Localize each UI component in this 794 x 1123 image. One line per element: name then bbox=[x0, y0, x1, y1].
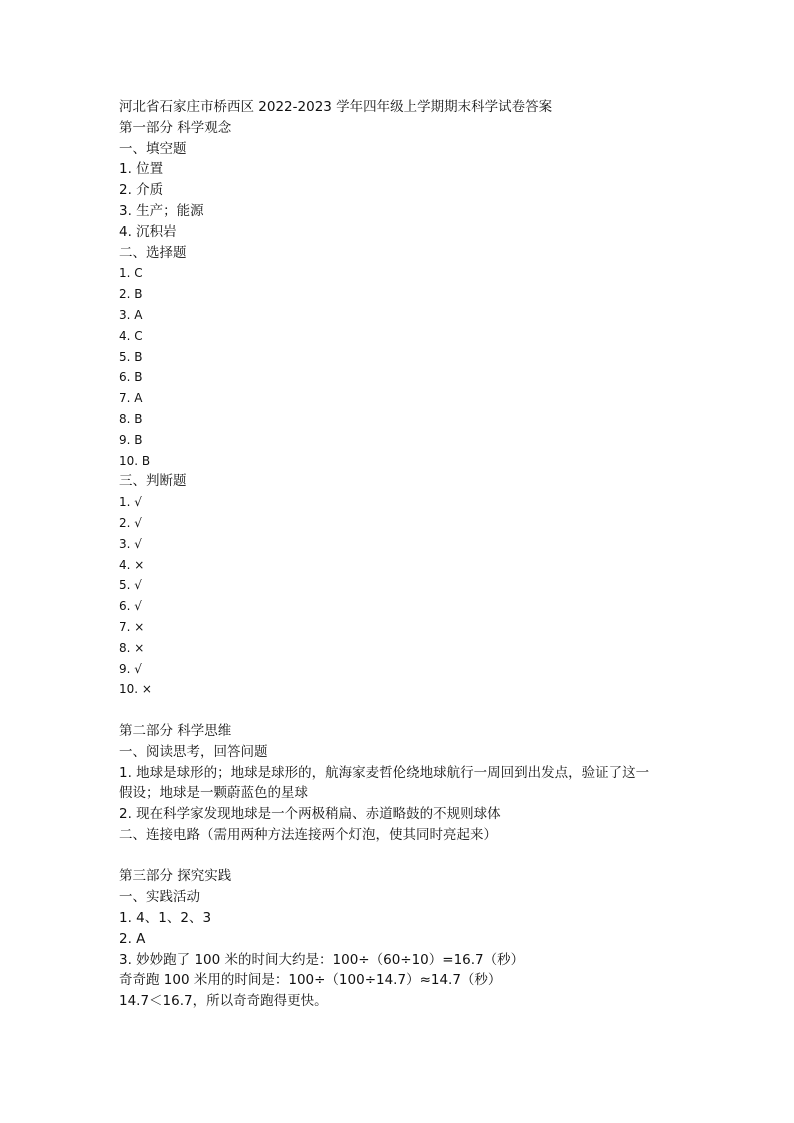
choice-answer: 6. B bbox=[119, 370, 143, 385]
fill-blank-heading: 一、填空题 bbox=[119, 140, 187, 157]
choice-answer: 2. B bbox=[119, 287, 143, 302]
choice-heading: 二、选择题 bbox=[119, 244, 187, 261]
fill-blank-answer: 2. 介质 bbox=[119, 182, 164, 199]
choice-answer: 3. A bbox=[119, 307, 143, 322]
reading-answer: 1. 地球是球形的；地球是球形的，航海家麦哲伦绕地球航行一周回到出发点，验证了这一 bbox=[119, 764, 650, 781]
activity-answer: 2. A bbox=[119, 930, 146, 947]
document-title: 河北省石家庄市桥西区 2022-2023 学年四年级上学期期末科学试卷答案 bbox=[119, 99, 553, 115]
choice-answer: 8. B bbox=[119, 411, 143, 426]
fill-blank-answer: 3. 生产；能源 bbox=[119, 202, 204, 219]
choice-answer: 10. B bbox=[119, 453, 151, 468]
judge-answer: 9. √ bbox=[119, 661, 142, 676]
judge-answer: 6. √ bbox=[119, 599, 142, 614]
choice-answer: 4. C bbox=[119, 328, 143, 343]
activity-answer: 3. 妙妙跑了 100 米的时间大约是：100÷（60÷10）=16.7（秒） bbox=[119, 951, 525, 968]
activity-answer: 奇奇跑 100 米用的时间是：100÷（100÷14.7）≈14.7（秒） bbox=[119, 972, 502, 989]
activity-answer: 1. 4、1、2、3 bbox=[119, 910, 212, 927]
choice-answer: 9. B bbox=[119, 432, 143, 447]
blank-line bbox=[119, 846, 689, 867]
circuit-heading: 二、连接电路（需用两种方法连接两个灯泡，使其同时亮起来） bbox=[119, 826, 497, 843]
judge-answer: 2. √ bbox=[119, 515, 142, 530]
part2-heading: 第二部分 科学思维 bbox=[119, 722, 232, 739]
judge-answer: 1. √ bbox=[119, 495, 142, 510]
judge-answer: 3. √ bbox=[119, 536, 142, 551]
judge-answer: 4. × bbox=[119, 557, 145, 572]
part1-heading: 第一部分 科学观念 bbox=[119, 119, 232, 136]
blank-line bbox=[119, 700, 689, 721]
fill-blank-answer: 1. 位置 bbox=[119, 161, 164, 178]
reading-answer: 假设；地球是一颗蔚蓝色的星球 bbox=[119, 785, 308, 802]
reading-heading: 一、阅读思考，回答问题 bbox=[119, 743, 268, 760]
choice-answer: 7. A bbox=[119, 391, 143, 406]
part3-heading: 第三部分 探究实践 bbox=[119, 868, 232, 885]
fill-blank-answer: 4. 沉积岩 bbox=[119, 223, 177, 240]
choice-answer: 1. C bbox=[119, 266, 143, 281]
activity-heading: 一、实践活动 bbox=[119, 889, 200, 906]
answer-sheet bbox=[119, 97, 689, 1012]
judge-answer: 8. × bbox=[119, 640, 145, 655]
activity-answer: 14.7＜16.7，所以奇奇跑得更快。 bbox=[119, 993, 328, 1010]
judge-heading: 三、判断题 bbox=[119, 473, 187, 490]
judge-answer: 7. × bbox=[119, 619, 145, 634]
choice-answer: 5. B bbox=[119, 349, 143, 364]
reading-answer: 2. 现在科学家发现地球是一个两极稍扁、赤道略鼓的不规则球体 bbox=[119, 806, 501, 823]
judge-answer: 10. × bbox=[119, 682, 152, 697]
judge-answer: 5. √ bbox=[119, 578, 142, 593]
